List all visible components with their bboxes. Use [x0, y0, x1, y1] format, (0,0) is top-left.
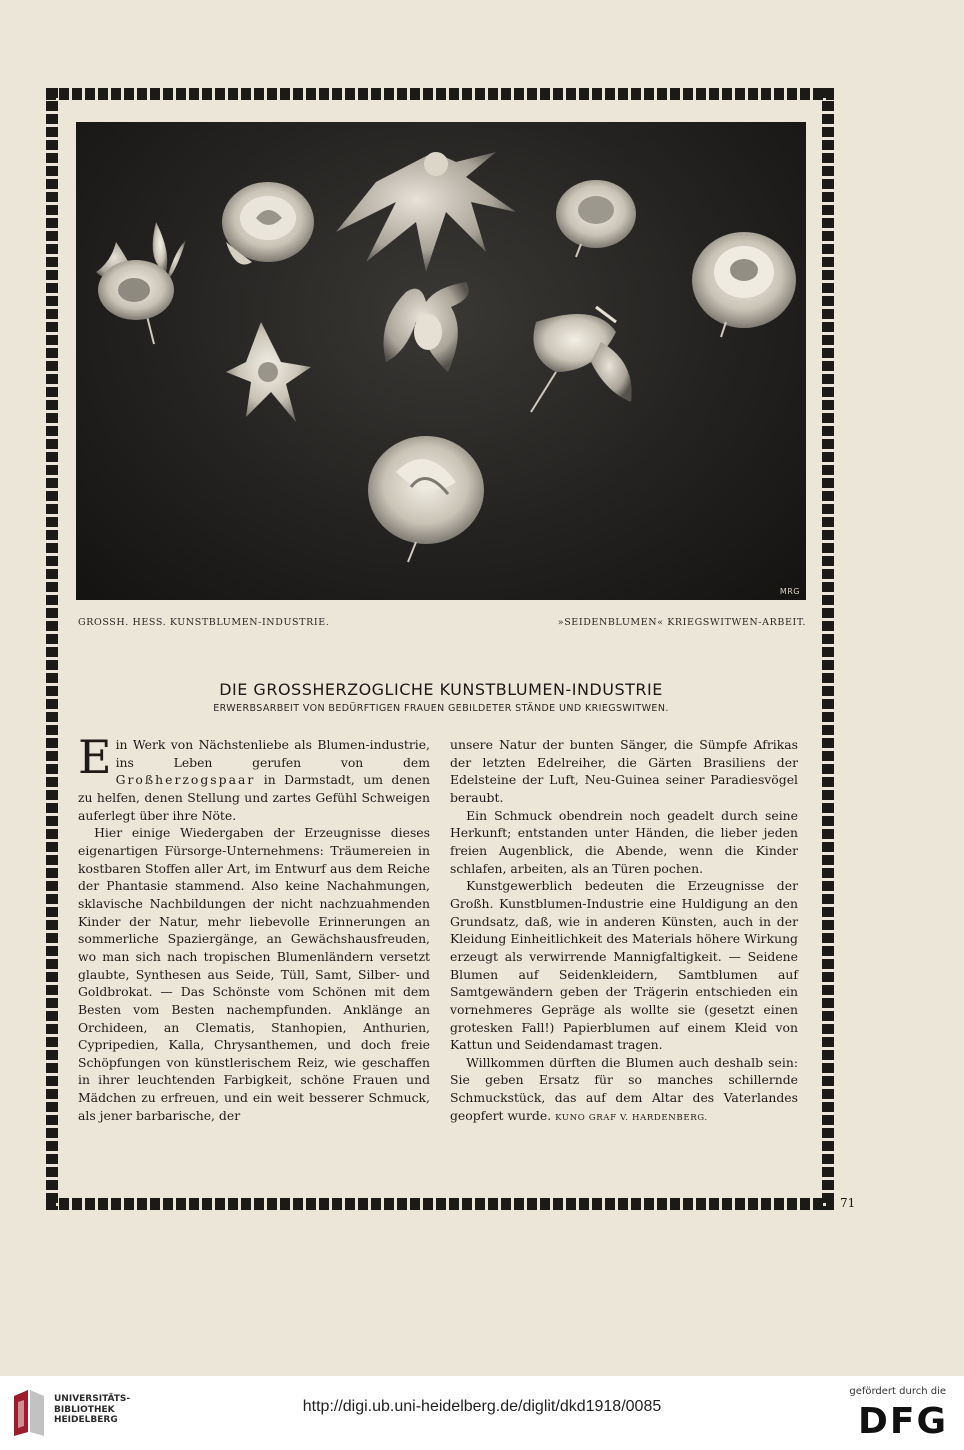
article-author: KUNO GRAF V. HARDENBERG. — [555, 1112, 708, 1123]
ornamental-border-left — [46, 88, 58, 1210]
flower-leaf-star — [336, 152, 516, 272]
paragraph-5: Willkommen dürften die Blumen auch deshalb sein: Sie geben Ersatz für so manches schillernde Schmuckstück, das auf dem Altar des Vaterlandes geopfert wurde. KUNO GRAF V. HARDENBERG. — [450, 1054, 798, 1123]
photographer-monogram: MRG — [779, 587, 800, 596]
paragraph-2: Hier einige Wiedergaben der Erzeugnisse dieses eigenartigen Fürsorge-Unternehmens: Träumereien in kostbaren Stoffen aller Art, im Entwurf aus dem Reiche der Phantasie stammend. Also keine Nachahmungen, sklavische Nachbildungen der nicht nachzuahmenden Kinder der Natur, mehr liebevolle Erinnerungen an sommerliche Spaziergänge, an Gewächshausfreuden, wo man sich nach tropischen Blumenländern versetzt glaubte, Synthesen aus Seide, Tüll, Samt, Silber- und Goldbrokat. — Das Schönste vom Schönen mit dem Besten vom Besten nachempfunden. Anklänge an Orchideen, an Clematis, Stanhopien, Anthurien, Cypripedien, Kalla, Chrysanthemen, und doch freie Schöpfungen von künstlerischem Reiz, wie geschaffen in ihrer leuchtenden Farbigkeit, schöne Frauen und Mädchen zu erfreuen, und ein weit besserer Schmuck, als jener barbarische, der — [78, 825, 430, 1123]
ornamental-border-right — [822, 88, 834, 1210]
flower-orchid-center — [384, 282, 469, 372]
flower-lily-left — [96, 222, 186, 344]
paragraph-1: Ein Werk von Nächstenliebe als Blumen-industrie, ins Leben gerufen von dem Großherzogspaar in Darmstadt, um denen zu helfen, denen Stellung und zartes Gefühl Schweigen auferlegt über ihre Nöte. — [78, 730, 430, 823]
digitization-footer — [0, 1376, 964, 1450]
flower-rose-upper — [222, 182, 314, 265]
article-title: DIE GROSSHERZOGLICHE KUNSTBLUMEN-INDUSTRIE — [219, 680, 663, 699]
sponsor-label: gefördert durch die — [849, 1386, 946, 1397]
flower-rose-right — [692, 232, 796, 337]
flower-anthurium — [531, 307, 632, 412]
flower-calla-bottom — [368, 436, 484, 562]
ornamental-border-top — [46, 88, 834, 100]
page-number: 71 — [840, 1196, 856, 1210]
photo-caption-left: GROSSH. HESS. KUNSTBLUMEN-INDUSTRIE. — [78, 617, 330, 628]
drop-cap: E — [78, 730, 112, 784]
library-name: UNIVERSITÄTS- BIBLIOTHEK HEIDELBERG — [54, 1394, 131, 1425]
flower-bloom-right — [556, 180, 636, 257]
text-column-right — [450, 736, 798, 1127]
flowers-photograph — [76, 122, 806, 600]
paragraph-2-continued: unsere Natur der bunten Sänger, die Sümpfe Afrikas der letzten Edelreiher, die Gärten Brasiliens der Edelsteine der Luft, Neu-Guinea seiner Paradiesvögel beraubt. — [450, 737, 798, 805]
paragraph-4: Kunstgewerblich bedeuten die Erzeugnisse der Großh. Kunstblumen-Industrie eine Huldigung an den Grundsatz, daß, wie in anderen Künsten, auch in der Kleidung Einheitlichkeit des Materials höhere Wirkung erzeugt als verwirrende Mannigfaltigkeit. — Seidene Blumen auf Seidenkleidern, Samtblumen auf Samtgewändern geben der Trägerin entschieden ein vornehmeres Gepräge als wollte sie (gesetzt einen grotesken Fall!) Papierblumen auf einem Kleid von Kattun und Seidendamast tragen. — [450, 878, 798, 1053]
article-subtitle: ERWERBSARBEIT VON BEDÜRFTIGEN FRAUEN GEBILDETER STÄNDE UND KRIEGSWITWEN. — [213, 703, 669, 714]
text-column-left — [78, 730, 430, 1124]
source-url-link[interactable]: http://digi.ub.uni-heidelberg.de/diglit/dkd1918/0085 — [302, 1398, 662, 1415]
photo-caption-right: »SEIDENBLUMEN« KRIEGSWITWEN-ARBEIT. — [557, 617, 806, 628]
artificial-flowers-image — [76, 122, 806, 600]
paragraph-3: Ein Schmuck obendrein noch geadelt durch seine Herkunft; entstanden unter Händen, die lieber jeden freien Augenblick, die Abende, wenn die Kinder schlafen, arbeiten, als an Türen pochen. — [450, 807, 798, 876]
dfg-logo: DFG — [857, 1401, 948, 1442]
ornamental-border-bottom — [46, 1198, 834, 1210]
flower-star-lily — [226, 322, 311, 422]
